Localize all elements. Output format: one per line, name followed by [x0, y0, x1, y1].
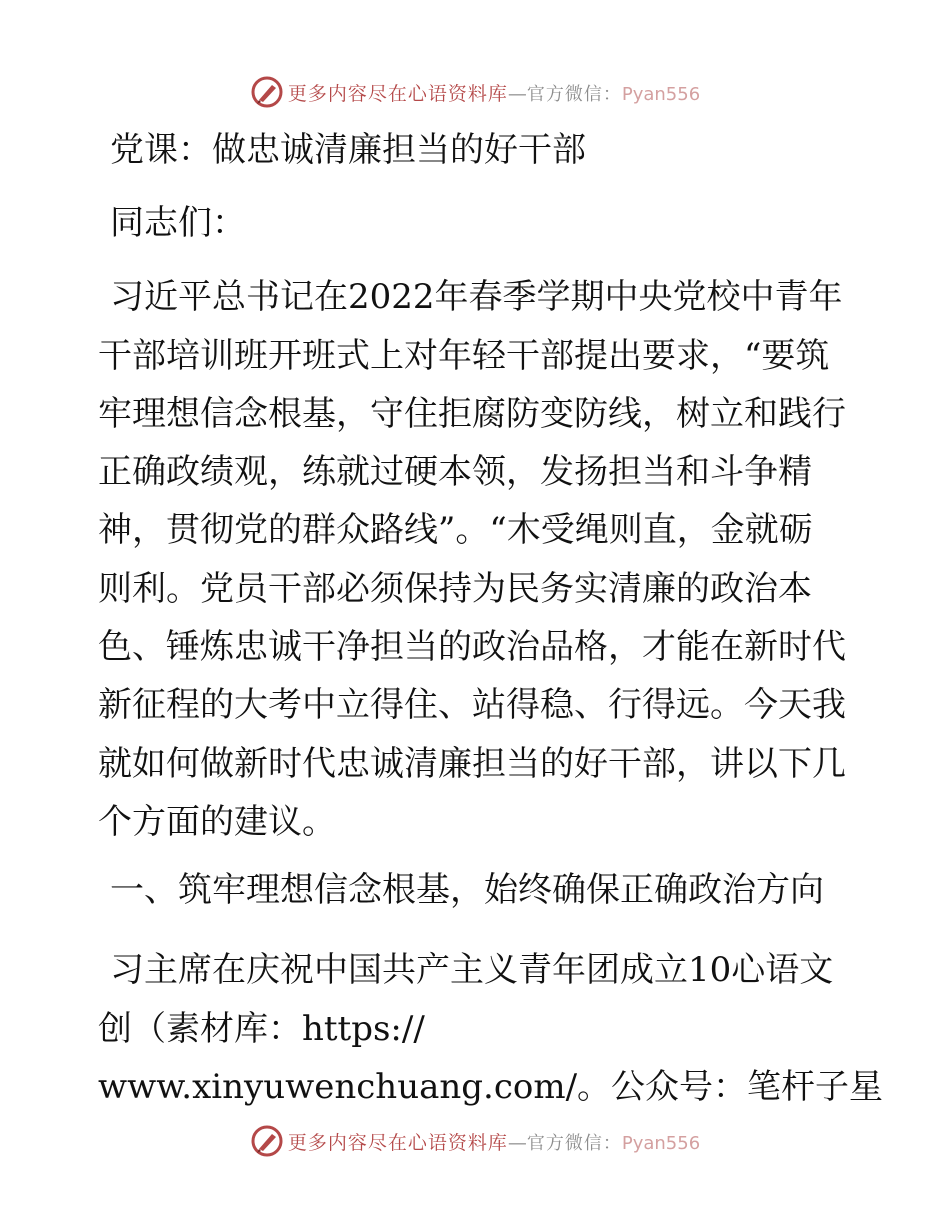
paragraph-line: 习主席在庆祝中国共产主义青年团成立10心语文	[110, 950, 834, 990]
paragraph-line: 就如何做新时代忠诚清廉担当的好干部，讲以下几	[98, 744, 846, 784]
watermark-footer	[0, 1121, 950, 1161]
paragraph-line: 神，贯彻党的群众路线”。“木受绳则直，金就砺	[98, 510, 813, 550]
paragraph-line: www.xinyuwenchuang.com/。公众号：笔杆子星	[98, 1067, 884, 1107]
paragraph-line: 色、锤炼忠诚干净担当的政治品格，才能在新时代	[98, 627, 846, 667]
watermark-wechat-id: Pyan556	[621, 83, 701, 105]
watermark-brand: 更多内容尽在心语资料库	[287, 1131, 508, 1154]
document-title: 党课：做忠诚清廉担当的好干部	[110, 130, 586, 170]
watermark-text	[288, 79, 700, 106]
pen-logo-icon	[250, 1124, 284, 1158]
paragraph-line: 则利。党员干部必须保持为民务实清廉的政治本	[98, 569, 812, 609]
paragraph-line: 习近平总书记在2022年春季学期中央党校中青年	[110, 277, 843, 317]
paragraph-line: 新征程的大考中立得住、站得稳、行得远。今天我	[98, 685, 846, 725]
watermark-wechat-label: 官方微信：	[526, 83, 622, 105]
watermark-text	[288, 1128, 700, 1155]
watermark-header	[0, 72, 950, 112]
paragraph-line: 正确政绩观，练就过硬本领，发扬担当和斗争精	[98, 452, 812, 492]
pen-logo-icon	[250, 75, 284, 109]
paragraph-line: 干部培训班开班式上对年轻干部提出要求，“要筑	[98, 336, 830, 376]
section-1-heading: 一、筑牢理想信念根基，始终确保正确政治方向	[110, 870, 824, 910]
salutation: 同志们：	[110, 203, 246, 243]
paragraph-line: 创（素材库：https://	[98, 1009, 425, 1049]
watermark-wechat-label: 官方微信：	[526, 1132, 622, 1154]
watermark-wechat-id: Pyan556	[621, 1132, 701, 1154]
watermark-dash: —	[507, 1131, 527, 1154]
watermark-dash: —	[507, 82, 527, 105]
paragraph-line: 牢理想信念根基，守住拒腐防变防线，树立和践行	[98, 394, 846, 434]
paragraph-line: 个方面的建议。	[98, 802, 336, 842]
watermark-brand: 更多内容尽在心语资料库	[287, 82, 508, 105]
